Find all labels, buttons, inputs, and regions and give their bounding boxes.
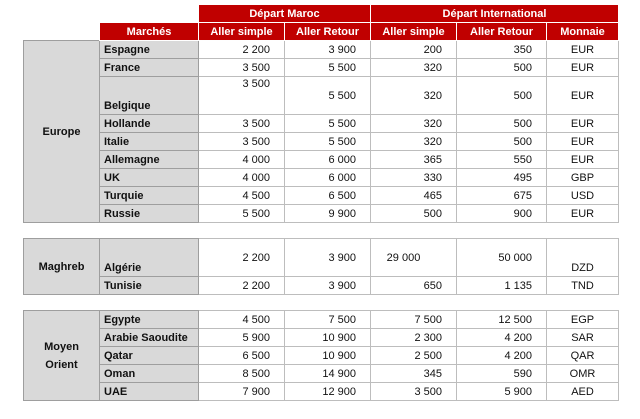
value-cell: 7 500 [371,311,457,329]
value-cell: 7 500 [285,311,371,329]
table-row [24,311,619,329]
value-cell: 3 900 [285,239,371,277]
value-cell: 5 500 [285,133,371,151]
header-blank-region [24,23,100,41]
value-cell: 500 [457,115,547,133]
value-cell: 12 500 [457,311,547,329]
currency-cell: SAR [547,329,619,347]
value-cell: 4 200 [457,347,547,365]
country-cell: Espagne [100,41,199,59]
country-cell: Russie [100,205,199,223]
table-row [24,205,619,223]
value-cell: 9 900 [285,205,371,223]
header-depart-international: Départ International [371,5,619,23]
table-row [24,41,619,59]
table-row [24,115,619,133]
currency-cell: GBP [547,169,619,187]
country-cell: Tunisie [100,277,199,295]
table-row [24,133,619,151]
value-cell: 6 000 [285,169,371,187]
table-row [24,77,619,115]
value-cell: 5 500 [285,59,371,77]
value-cell: 5 900 [199,329,285,347]
value-cell: 12 900 [285,383,371,401]
table-row [24,151,619,169]
table-row [24,365,619,383]
country-cell: Belgique [100,77,199,115]
value-cell: 7 900 [199,383,285,401]
value-cell: 900 [457,205,547,223]
value-cell: 5 500 [285,115,371,133]
currency-cell: TND [547,277,619,295]
value-cell: 2 200 [199,239,285,277]
country-cell: Algérie [100,239,199,277]
value-cell: 10 900 [285,347,371,365]
table-row [24,169,619,187]
value-cell: 500 [457,59,547,77]
header-row-columns [24,23,619,41]
header-marches: Marchés [100,23,199,41]
value-cell: 465 [371,187,457,205]
currency-cell: EUR [547,115,619,133]
currency-cell: EUR [547,59,619,77]
table-row [24,329,619,347]
header-monnaie: Monnaie [547,23,619,41]
value-cell: 3 500 [199,115,285,133]
tarifs-table [23,4,619,401]
value-cell: 3 500 [199,77,285,115]
country-cell: Qatar [100,347,199,365]
value-cell: 500 [457,77,547,115]
currency-cell: EUR [547,151,619,169]
value-cell: 50 000 [457,239,547,277]
header-aller-retour-int: Aller Retour [457,23,547,41]
value-cell: 1 135 [457,277,547,295]
value-cell: 6 000 [285,151,371,169]
currency-cell: EUR [547,205,619,223]
spacer-row [24,223,619,239]
value-cell: 200 [371,41,457,59]
table-row [24,187,619,205]
value-cell: 3 500 [199,59,285,77]
value-cell: 500 [371,205,457,223]
region-moyen-orient: Moyen Orient [24,311,100,401]
value-cell: 10 900 [285,329,371,347]
country-cell: Italie [100,133,199,151]
country-cell: Hollande [100,115,199,133]
header-blank [24,5,199,23]
currency-cell: DZD [547,239,619,277]
table-row [24,277,619,295]
header-aller-retour-maroc: Aller Retour [285,23,371,41]
value-cell: 6 500 [199,347,285,365]
value-cell: 5 900 [457,383,547,401]
value-cell: 650 [371,277,457,295]
region-maghreb: Maghreb [24,239,100,295]
header-depart-maroc: Départ Maroc [199,5,371,23]
country-cell: Oman [100,365,199,383]
currency-cell: OMR [547,365,619,383]
value-cell: 4 200 [457,329,547,347]
currency-cell: EUR [547,77,619,115]
header-aller-simple-int: Aller simple [371,23,457,41]
country-cell: Turquie [100,187,199,205]
currency-cell: EGP [547,311,619,329]
table-row [24,59,619,77]
value-cell: 495 [457,169,547,187]
region-europe: Europe [24,41,100,223]
country-cell: France [100,59,199,77]
value-cell: 320 [371,77,457,115]
country-cell: Egypte [100,311,199,329]
currency-cell: QAR [547,347,619,365]
value-cell: 4 000 [199,151,285,169]
value-cell: 3 900 [285,41,371,59]
value-cell: 590 [457,365,547,383]
value-cell: 330 [371,169,457,187]
value-cell: 345 [371,365,457,383]
value-cell: 4 000 [199,169,285,187]
value-cell: 320 [371,133,457,151]
value-cell: 5 500 [285,77,371,115]
table-row [24,239,619,277]
currency-cell: EUR [547,41,619,59]
value-cell: 6 500 [285,187,371,205]
country-cell: Allemagne [100,151,199,169]
value-cell: 2 200 [199,277,285,295]
value-cell: 29 000 [371,239,457,277]
value-cell: 5 500 [199,205,285,223]
value-cell: 2 200 [199,41,285,59]
value-cell: 350 [457,41,547,59]
table-row [24,383,619,401]
value-cell: 4 500 [199,187,285,205]
value-cell: 14 900 [285,365,371,383]
header-aller-simple-maroc: Aller simple [199,23,285,41]
value-cell: 3 500 [371,383,457,401]
country-cell: UK [100,169,199,187]
header-row-groups [24,5,619,23]
value-cell: 2 300 [371,329,457,347]
currency-cell: AED [547,383,619,401]
value-cell: 2 500 [371,347,457,365]
value-cell: 3 500 [199,133,285,151]
value-cell: 8 500 [199,365,285,383]
value-cell: 320 [371,115,457,133]
country-cell: Arabie Saoudite [100,329,199,347]
spacer-row [24,295,619,311]
tarifs-table-wrapper [23,4,619,401]
value-cell: 320 [371,59,457,77]
value-cell: 4 500 [199,311,285,329]
currency-cell: EUR [547,133,619,151]
currency-cell: USD [547,187,619,205]
value-cell: 550 [457,151,547,169]
value-cell: 500 [457,133,547,151]
table-row [24,347,619,365]
value-cell: 365 [371,151,457,169]
value-cell: 675 [457,187,547,205]
value-cell: 3 900 [285,277,371,295]
country-cell: UAE [100,383,199,401]
